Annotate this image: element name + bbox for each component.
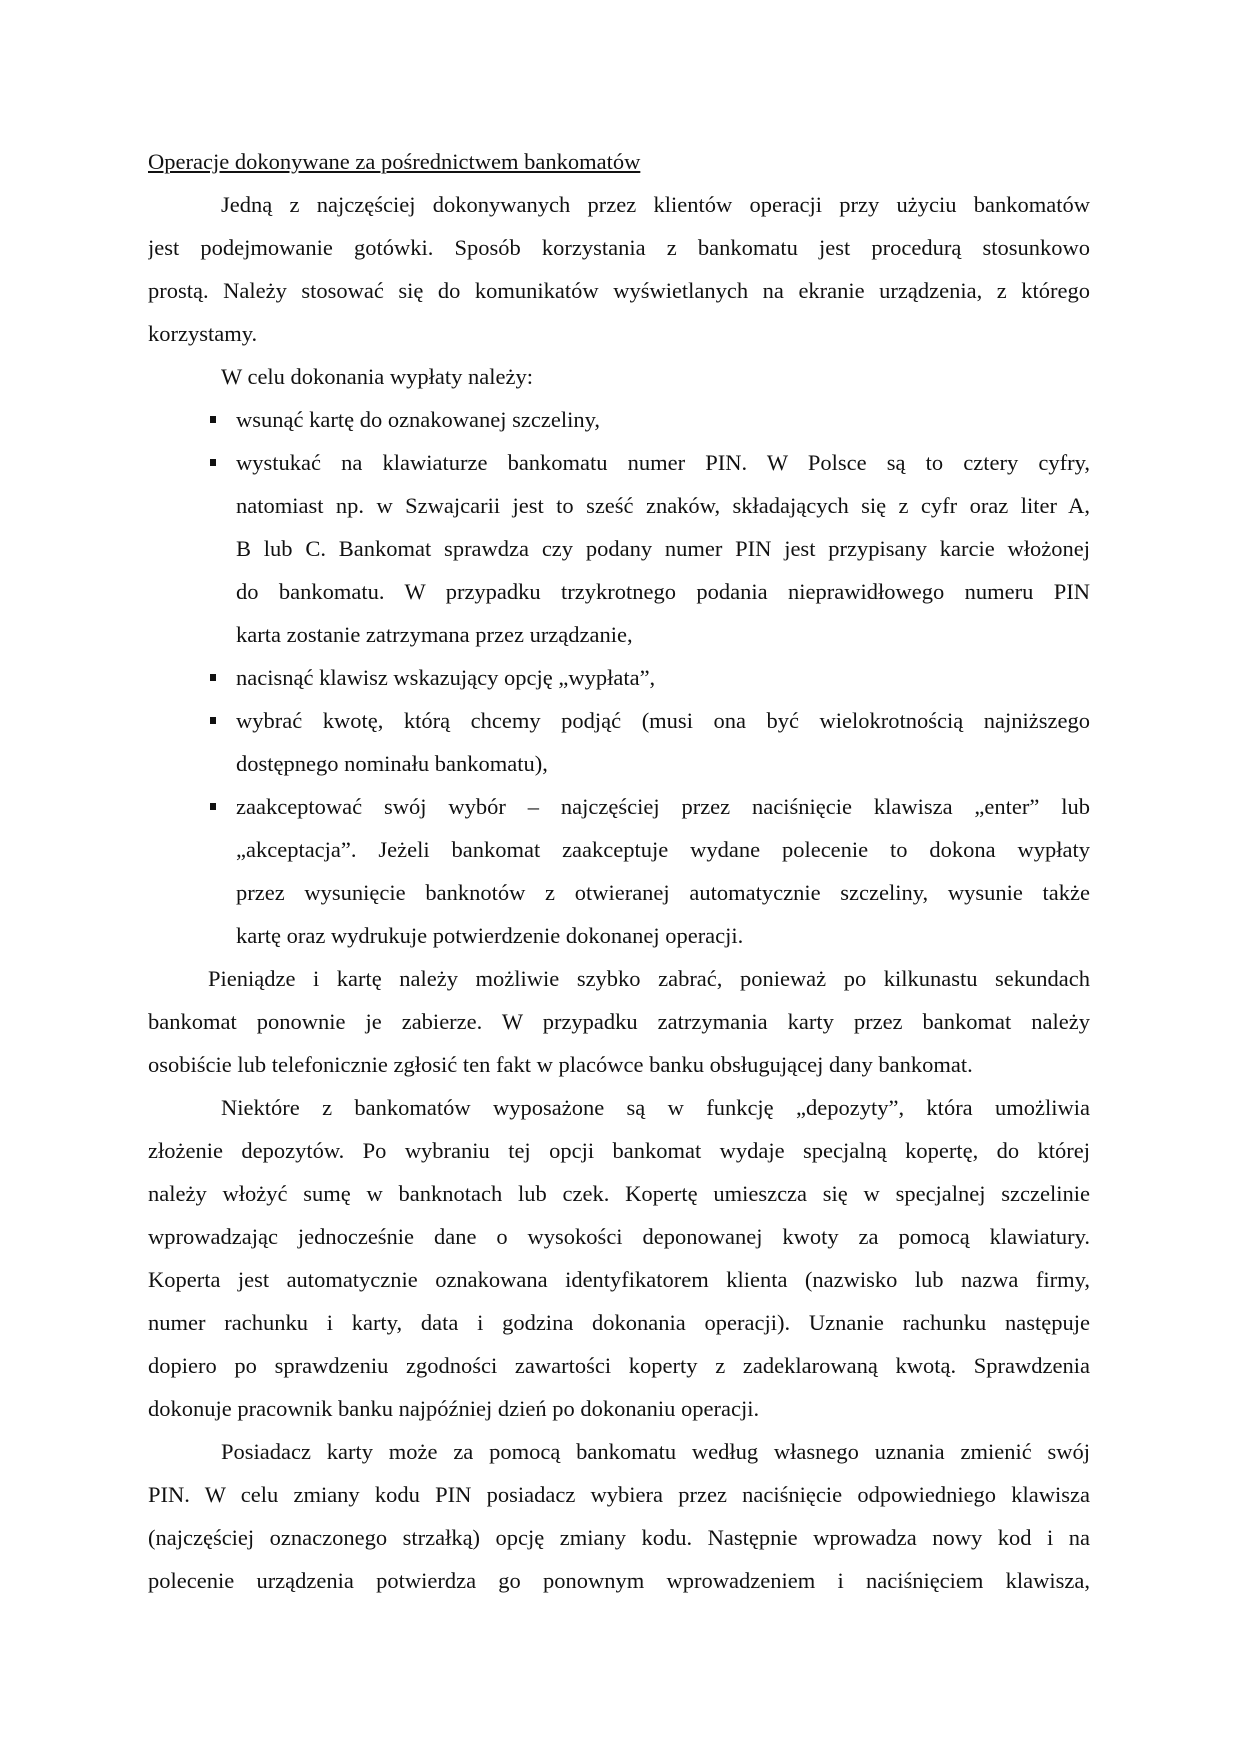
document-body [148, 183, 1090, 1602]
line-text: korzystamy. [148, 321, 258, 346]
line-text: do bankomatu. W przypadku trzykrotnego podania nieprawidłowego numeru PIN [236, 579, 1090, 604]
text-line [148, 1129, 1090, 1172]
text-line [148, 1172, 1090, 1215]
text-line [148, 828, 1090, 871]
text-line [148, 527, 1090, 570]
square-bullet-icon [210, 459, 216, 466]
bullet-item-line [148, 785, 1090, 828]
line-text: dokonuje pracownik banku najpóźniej dzień po dokonaniu operacji. [148, 1396, 760, 1421]
line-text: wystukać na klawiaturze bankomatu numer PIN. W Polsce są to cztery cyfry, [236, 450, 1090, 475]
line-text: (najczęściej oznaczonego strzałką) opcję zmiany kodu. Następnie wprowadza nowy kod i na [148, 1525, 1090, 1550]
line-text: B lub C. Bankomat sprawdza czy podany numer PIN jest przypisany karcie włożonej [236, 536, 1090, 561]
line-text: Koperta jest automatycznie oznakowana identyfikatorem klienta (nazwisko lub nazwa firmy, [148, 1267, 1090, 1292]
square-bullet-icon [210, 717, 216, 724]
text-line [148, 613, 1090, 656]
line-text: wybrać kwotę, którą chcemy podjąć (musi ona być wielokrotnością najniższego [236, 708, 1090, 733]
line-text: Pieniądze i kartę należy możliwie szybko zabrać, ponieważ po kilkunastu sekundach [208, 966, 1090, 991]
text-line [148, 355, 1090, 398]
text-line [148, 570, 1090, 613]
line-text: polecenie urządzenia potwierdza go ponownym wprowadzeniem i naciśnięciem klawisza, [148, 1568, 1090, 1593]
text-line [148, 1301, 1090, 1344]
text-line [148, 484, 1090, 527]
text-line [148, 957, 1090, 1000]
line-text: należy włożyć sumę w banknotach lub czek. Kopertę umieszcza się w specjalnej szczelinie [148, 1181, 1090, 1206]
text-line [148, 1000, 1090, 1043]
bullet-item-line [148, 656, 1090, 699]
text-line [148, 1344, 1090, 1387]
text-line [148, 1258, 1090, 1301]
square-bullet-icon [210, 416, 216, 423]
line-text: kartę oraz wydrukuje potwierdzenie dokonanej operacji. [236, 923, 744, 948]
line-text: wprowadzając jednocześnie dane o wysokości deponowanej kwoty za pomocą klawiatury. [148, 1224, 1090, 1249]
text-line [148, 1043, 1090, 1086]
line-text: Jedną z najczęściej dokonywanych przez klientów operacji przy użyciu bankomatów [221, 192, 1090, 217]
text-line [148, 269, 1090, 312]
text-line [148, 871, 1090, 914]
line-text: wsunąć kartę do oznakowanej szczeliny, [236, 407, 601, 432]
text-line [148, 312, 1090, 355]
square-bullet-icon [210, 674, 216, 681]
text-line [148, 1430, 1090, 1473]
line-text: prostą. Należy stosować się do komunikatów wyświetlanych na ekranie urządzenia, z którego [148, 278, 1090, 303]
line-text: złożenie depozytów. Po wybraniu tej opcji bankomat wydaje specjalną kopertę, do której [148, 1138, 1090, 1163]
line-text: W celu dokonania wypłaty należy: [221, 364, 533, 389]
line-text: numer rachunku i karty, data i godzina dokonania operacji). Uznanie rachunku następuje [148, 1310, 1090, 1335]
text-line [148, 1559, 1090, 1602]
line-text: osobiście lub telefonicznie zgłosić ten fakt w placówce banku obsługującej dany bankomat. [148, 1052, 973, 1077]
line-text: przez wysunięcie banknotów z otwieranej automatycznie szczeliny, wysunie także [236, 880, 1090, 905]
bullet-item-line [148, 699, 1090, 742]
text-line [148, 1086, 1090, 1129]
text-line [148, 1473, 1090, 1516]
text-line [148, 226, 1090, 269]
line-text: natomiast np. w Szwajcarii jest to sześć znaków, składających się z cyfr oraz liter A, [236, 493, 1090, 518]
text-line [148, 1215, 1090, 1258]
line-text: bankomat ponownie je zabierze. W przypadku zatrzymania karty przez bankomat należy [148, 1009, 1090, 1034]
text-line [148, 914, 1090, 957]
text-line [148, 1387, 1090, 1430]
line-text: „akceptacja”. Jeżeli bankomat zaakceptuje wydane polecenie to dokona wypłaty [236, 837, 1090, 862]
line-text: jest podejmowanie gotówki. Sposób korzystania z bankomatu jest procedurą stosunkowo [148, 235, 1090, 260]
text-line [148, 1516, 1090, 1559]
text-line [148, 742, 1090, 785]
document-page [148, 140, 1090, 1602]
text-line [148, 183, 1090, 226]
line-text: dopiero po sprawdzeniu zgodności zawartości koperty z zadeklarowaną kwotą. Sprawdzenia [148, 1353, 1090, 1378]
square-bullet-icon [210, 803, 216, 810]
line-text: zaakceptować swój wybór – najczęściej przez naciśnięcie klawisza „enter” lub [236, 794, 1090, 819]
document-title: Operacje dokonywane za pośrednictwem bankomatów [148, 149, 641, 174]
line-text: nacisnąć klawisz wskazujący opcję „wypłata”, [236, 665, 656, 690]
line-text: PIN. W celu zmiany kodu PIN posiadacz wybiera przez naciśnięcie odpowiedniego klawisza [148, 1482, 1090, 1507]
bullet-item-line [148, 398, 1090, 441]
line-text: Niektóre z bankomatów wyposażone są w funkcję „depozyty”, która umożliwia [221, 1095, 1090, 1120]
bullet-item-line [148, 441, 1090, 484]
line-text: dostępnego nominału bankomatu), [236, 751, 548, 776]
line-text: Posiadacz karty może za pomocą bankomatu według własnego uznania zmienić swój [221, 1439, 1090, 1464]
line-text: karta zostanie zatrzymana przez urządzanie, [236, 622, 633, 647]
